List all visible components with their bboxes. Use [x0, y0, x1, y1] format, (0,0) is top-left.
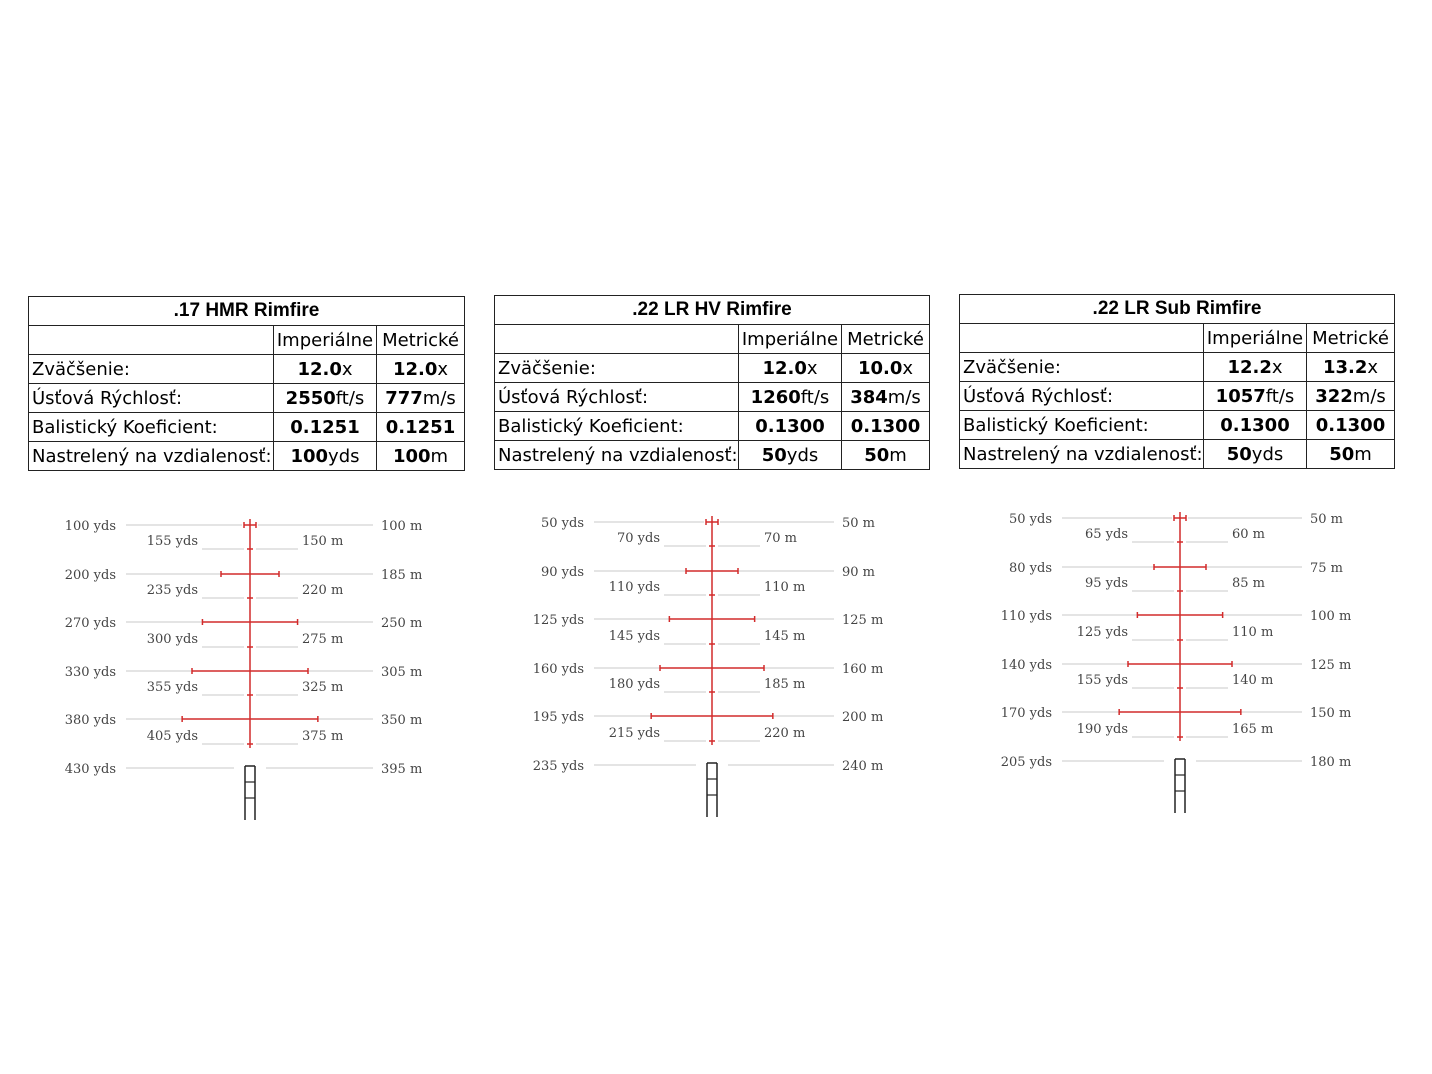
range-label-m: 395 m	[381, 762, 423, 777]
header-imperial: Imperiálne	[1204, 324, 1307, 353]
range-label-m: 125 m	[1310, 658, 1352, 673]
range-label-yds: 125 yds	[1076, 625, 1128, 640]
range-label-m: 375 m	[302, 729, 344, 744]
range-label-yds: 195 yds	[532, 710, 584, 725]
label-magnification: Zväčšenie:	[495, 354, 739, 383]
range-label-m: 50 m	[842, 516, 876, 531]
value-imperial: 1260ft/s	[739, 383, 842, 412]
range-label-m: 220 m	[764, 726, 806, 741]
range-label-yds: 235 yds	[146, 583, 198, 598]
range-label-m: 50 m	[1310, 512, 1344, 527]
range-label-m: 275 m	[302, 632, 344, 647]
label-bc: Balistický Koeficient:	[960, 411, 1204, 440]
range-row	[1085, 576, 1265, 591]
range-row	[1001, 658, 1352, 673]
range-label-m: 185 m	[381, 568, 423, 583]
range-label-yds: 70 yds	[616, 531, 660, 546]
range-label-yds: 190 yds	[1076, 722, 1128, 737]
range-label-yds: 300 yds	[146, 632, 198, 647]
range-row	[1077, 625, 1274, 640]
label-magnification: Zväčšenie:	[960, 353, 1204, 382]
value-imperial: 0.1300	[1204, 411, 1307, 440]
range-label-yds: 125 yds	[532, 613, 584, 628]
range-label-yds: 50 yds	[540, 516, 584, 531]
value-imperial: 12.0x	[739, 354, 842, 383]
range-label-yds: 155 yds	[146, 534, 198, 549]
range-label-m: 240 m	[842, 759, 884, 774]
value-metric: 13.2x	[1307, 353, 1395, 382]
value-imperial: 2550ft/s	[274, 384, 377, 413]
value-metric: 50m	[842, 441, 930, 470]
value-imperial: 1057ft/s	[1204, 382, 1307, 411]
range-label-yds: 355 yds	[146, 680, 198, 695]
value-imperial: 50yds	[739, 441, 842, 470]
value-imperial: 100yds	[274, 442, 377, 471]
reticle-post	[1175, 759, 1185, 813]
range-label-yds: 205 yds	[1000, 755, 1052, 770]
range-label-m: 305 m	[381, 665, 423, 680]
value-metric: 0.1300	[842, 412, 930, 441]
range-label-yds: 155 yds	[1076, 673, 1128, 688]
value-imperial: 12.2x	[1204, 353, 1307, 382]
range-label-m: 110 m	[1232, 625, 1274, 640]
range-label-yds: 95 yds	[1084, 576, 1128, 591]
range-label-m: 160 m	[842, 662, 884, 677]
value-metric: 50m	[1307, 440, 1395, 469]
value-metric: 322m/s	[1307, 382, 1395, 411]
range-label-m: 150 m	[1310, 706, 1352, 721]
label-velocity: Úsťová Rýchlosť:	[29, 384, 274, 413]
range-label-yds: 270 yds	[64, 616, 116, 631]
label-bc: Balistický Koeficient:	[29, 413, 274, 442]
header-metric: Metrické	[1307, 324, 1395, 353]
range-label-yds: 180 yds	[608, 677, 660, 692]
label-magnification: Zväčšenie:	[29, 355, 274, 384]
value-metric: 384m/s	[842, 383, 930, 412]
range-label-yds: 50 yds	[1008, 512, 1052, 527]
header-imperial: Imperiálne	[739, 325, 842, 354]
range-label-m: 125 m	[842, 613, 884, 628]
range-label-m: 145 m	[764, 629, 806, 644]
range-row	[1077, 722, 1274, 737]
range-label-m: 85 m	[1232, 576, 1266, 591]
range-row	[1077, 673, 1274, 688]
range-label-yds: 405 yds	[146, 729, 198, 744]
range-label-m: 140 m	[1232, 673, 1274, 688]
value-metric: 777m/s	[377, 384, 465, 413]
range-label-yds: 200 yds	[64, 568, 116, 583]
value-metric: 0.1300	[1307, 411, 1395, 440]
range-label-m: 350 m	[381, 713, 423, 728]
range-label-m: 100 m	[381, 519, 423, 534]
range-label-yds: 170 yds	[1000, 706, 1052, 721]
range-label-m: 100 m	[1310, 609, 1352, 624]
value-metric: 100m	[377, 442, 465, 471]
range-label-yds: 110 yds	[608, 580, 660, 595]
value-imperial: 0.1300	[739, 412, 842, 441]
range-label-m: 325 m	[302, 680, 344, 695]
range-label-yds: 140 yds	[1000, 658, 1052, 673]
value-imperial: 12.0x	[274, 355, 377, 384]
header-metric: Metrické	[842, 325, 930, 354]
range-label-yds: 65 yds	[1084, 527, 1128, 542]
range-row	[1001, 706, 1352, 721]
range-label-yds: 380 yds	[64, 713, 116, 728]
label-zero: Nastrelený na vzdialenosť:	[495, 441, 739, 470]
panel-title: .17 HMR Rimfire	[29, 297, 465, 326]
range-label-yds: 145 yds	[608, 629, 660, 644]
range-label-m: 70 m	[764, 531, 798, 546]
range-label-yds: 100 yds	[64, 519, 116, 534]
range-label-m: 90 m	[842, 565, 876, 580]
range-label-yds: 215 yds	[608, 726, 660, 741]
range-label-m: 180 m	[1310, 755, 1352, 770]
header-imperial: Imperiálne	[274, 326, 377, 355]
range-label-yds: 160 yds	[532, 662, 584, 677]
range-label-m: 75 m	[1310, 561, 1344, 576]
range-row	[1001, 609, 1352, 624]
range-label-yds: 330 yds	[64, 665, 116, 680]
range-label-yds: 90 yds	[540, 565, 584, 580]
label-velocity: Úsťová Rýchlosť:	[495, 383, 739, 412]
range-label-m: 110 m	[764, 580, 806, 595]
value-imperial: 0.1251	[274, 413, 377, 442]
label-zero: Nastrelený na vzdialenosť:	[29, 442, 274, 471]
range-label-yds: 110 yds	[1000, 609, 1052, 624]
value-metric: 0.1251	[377, 413, 465, 442]
range-label-m: 220 m	[302, 583, 344, 598]
value-imperial: 50yds	[1204, 440, 1307, 469]
range-label-m: 165 m	[1232, 722, 1274, 737]
label-zero: Nastrelený na vzdialenosť:	[960, 440, 1204, 469]
range-label-m: 200 m	[842, 710, 884, 725]
range-label-m: 60 m	[1232, 527, 1266, 542]
range-row	[1085, 527, 1265, 542]
header-metric: Metrické	[377, 326, 465, 355]
range-label-m: 250 m	[381, 616, 423, 631]
range-row	[1009, 512, 1343, 527]
range-label-yds: 80 yds	[1008, 561, 1052, 576]
range-label-m: 150 m	[302, 534, 344, 549]
value-metric: 10.0x	[842, 354, 930, 383]
range-label-yds: 235 yds	[532, 759, 584, 774]
value-metric: 12.0x	[377, 355, 465, 384]
label-bc: Balistický Koeficient:	[495, 412, 739, 441]
label-velocity: Úsťová Rýchlosť:	[960, 382, 1204, 411]
range-label-yds: 430 yds	[64, 762, 116, 777]
range-label-m: 185 m	[764, 677, 806, 692]
panel-title: .22 LR HV Rimfire	[495, 296, 930, 325]
range-row-post	[1001, 755, 1352, 770]
range-row	[1009, 561, 1343, 576]
panel-title: .22 LR Sub Rimfire	[960, 295, 1395, 324]
